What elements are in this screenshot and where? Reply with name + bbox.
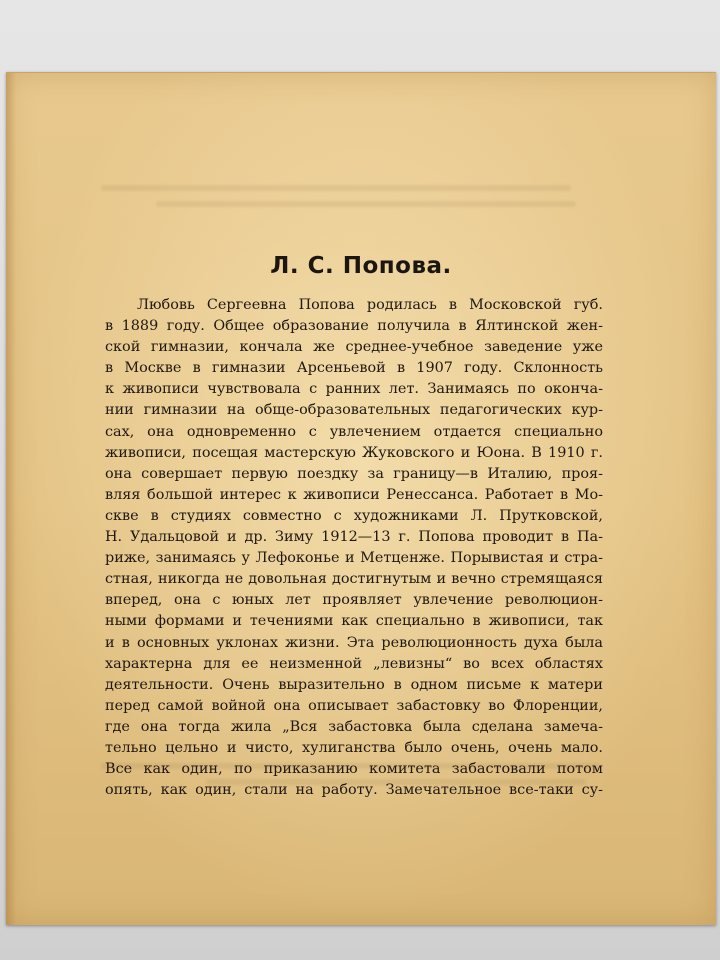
text-line: и в основных уклонах жизни. Эта революционность духа была xyxy=(105,634,603,651)
text-line: опять, как один, стали на работу. Замечательное все-таки су- xyxy=(105,782,603,799)
text-line: она совершает первую поездку за границу—в Италию, проя- xyxy=(105,465,603,482)
text-line: Любовь Сергеевна Попова родилась в Московской губ. xyxy=(137,297,603,313)
text-line: где она тогда жила „Вся забастовка была сделана замеча- xyxy=(105,718,603,735)
text-line: сах, она одновременно с увлечением отдается специально xyxy=(105,423,603,440)
text-line: риже, занимаясь у Лефоконье и Метценже. Порывистая и стра- xyxy=(105,550,603,567)
text-line: стная, никогда не довольная достигнутым и вечно стремящаяся xyxy=(105,571,603,588)
text-line: в Москве в гимназии Арсеньевой в 1907 году. Склонность xyxy=(105,360,603,377)
text-line: к живописи чувствовала с ранних лет. Занимаясь по оконча- xyxy=(105,381,603,398)
text-line: вляя большой интерес к живописи Ренессанса. Работает в Мо- xyxy=(105,486,603,503)
text-line: тельно цельно и чисто, хулиганства было очень, очень мало. xyxy=(105,739,603,756)
text-line: вперед, она с юных лет проявляет увлечение революцион- xyxy=(105,592,603,609)
text-line: Все как один, по приказанию комитета забастовали потом xyxy=(105,761,603,778)
text-line: деятельности. Очень выразительно в одном письме к матери xyxy=(105,676,603,693)
show-through-mark xyxy=(156,201,576,207)
text-line: в 1889 году. Общее образование получила в Ялтинской жен- xyxy=(105,318,603,335)
text-line: характерна для ее неизменной „левизны“ во всех областях xyxy=(105,655,603,672)
page-binding-shadow xyxy=(6,73,16,925)
text-line: Н. Удальцовой и др. Зиму 1912—13 г. Попова проводит в Па- xyxy=(105,529,603,546)
text-line: перед самой войной она описывает забастовку во Флоренции, xyxy=(105,697,603,714)
text-line: ными формами и течениями как специально в живописи, так xyxy=(105,613,603,630)
text-line: ской гимназии, кончала же среднее-учебное заведение уже xyxy=(105,339,603,356)
text-line: нии гимназии на обще-образовательных педагогических кур- xyxy=(105,402,603,419)
text-line: скве в студиях совместно с художниками Л. Прутковской, xyxy=(105,507,603,524)
text-line: живописи, посещая мастерскую Жуковского и Юона. В 1910 г. xyxy=(105,444,603,461)
show-through-mark xyxy=(101,185,571,191)
page-title: Л. С. Попова. xyxy=(270,253,452,279)
book-page xyxy=(6,72,716,925)
body-text xyxy=(105,295,603,801)
